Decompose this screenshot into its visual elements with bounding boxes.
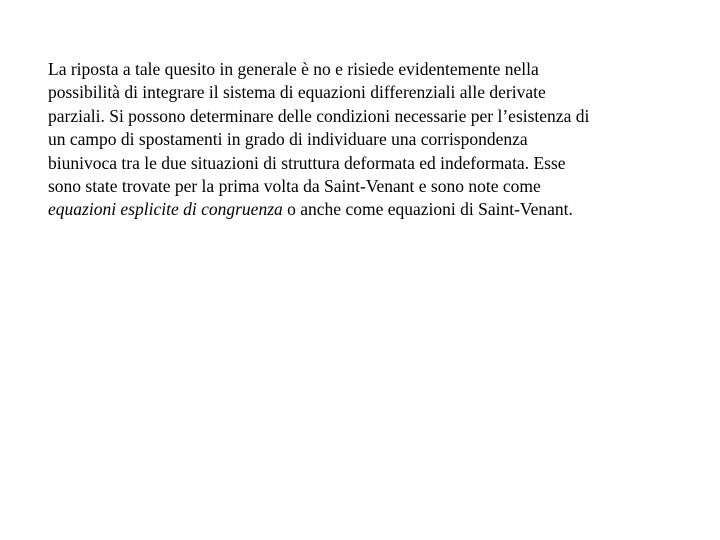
- text-line-1: La riposta a tale quesito in generale è no e risiede evidentemente nella: [48, 59, 539, 79]
- text-line-6: sono state trovate per la prima volta da Saint-Venant e sono note come: [48, 176, 541, 197]
- text-line-3: parziali. Si possono determinare delle condizioni necessarie per l’esistenza di: [48, 105, 590, 126]
- text-line-5: biunivoca tra le due situazioni di struttura deformata ed indeformata. Esse: [48, 152, 566, 173]
- text-line-7-rest: o anche come equazioni di Saint-Venant.: [282, 199, 573, 220]
- text-line-7: [48, 198, 674, 221]
- text-line-4: un campo di spostamenti in grado di individuare una corrispondenza: [48, 129, 528, 150]
- italic-term: equazioni esplicite di congruenza: [48, 199, 283, 220]
- body-paragraph: [48, 58, 674, 222]
- text-line-2: possibilità di integrare il sistema di equazioni differenziali alle derivate: [48, 82, 546, 103]
